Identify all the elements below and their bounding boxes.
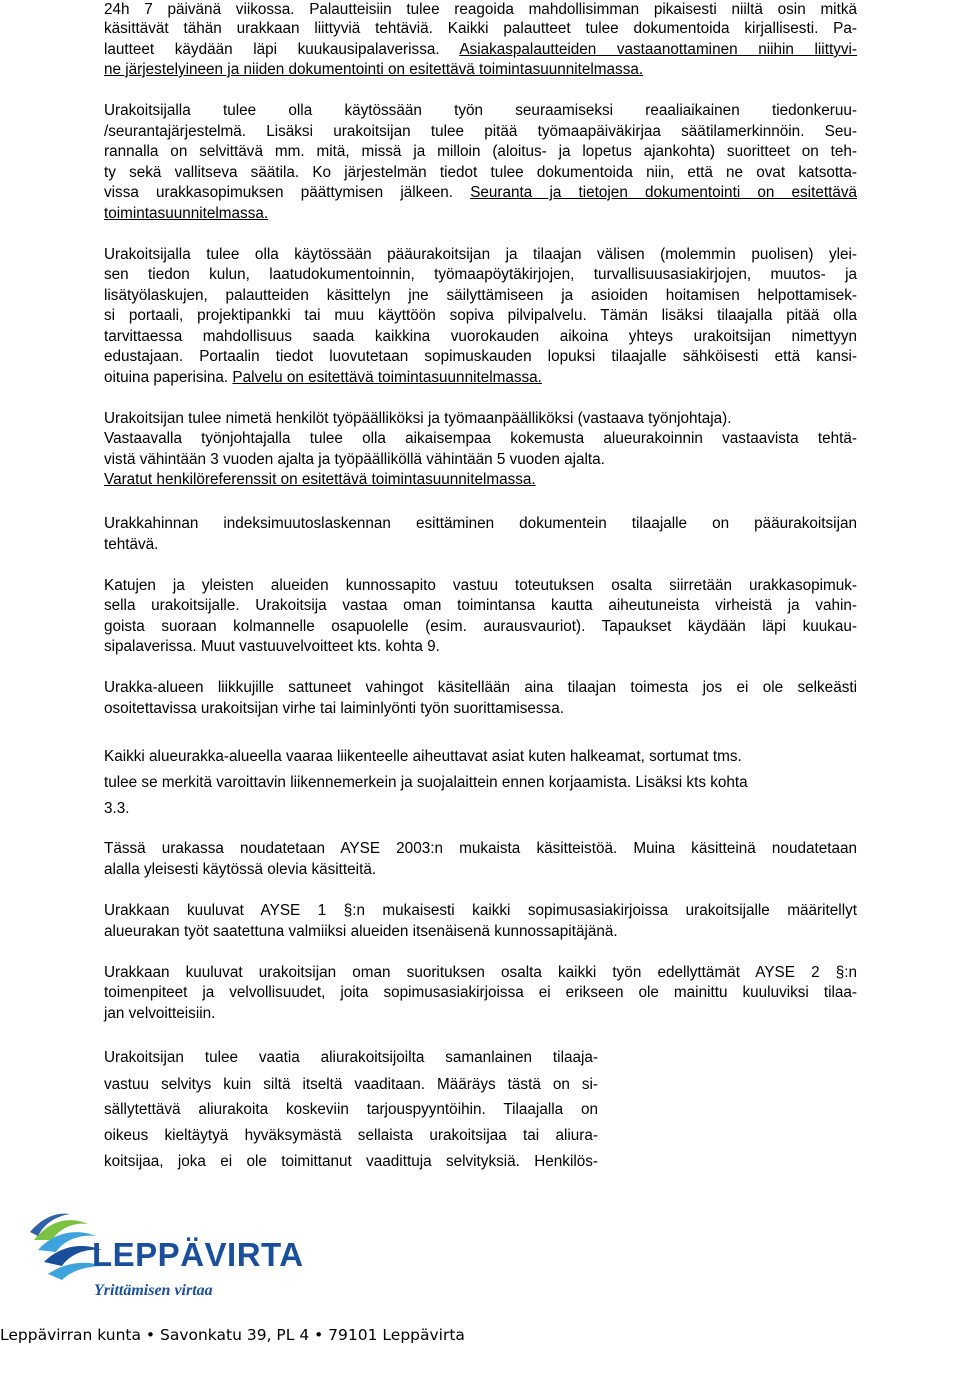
text-segment: jan velvoitteisiin.: [104, 1005, 216, 1022]
body-line: [104, 368, 542, 388]
body-line: [104, 773, 748, 793]
body-line: [104, 429, 857, 449]
text-segment: goista suoraan kolmannelle osapuolelle (esim. aurausvauriot). Tapaukset käydään läpi kuukau-: [104, 618, 857, 635]
underlined-text: ne järjestelyineen ja niiden dokumentointi on esitettävä toimintasuunnitelmassa.: [104, 61, 644, 78]
text-segment: vissa urakkasopimuksen päättymisen jälkeen.: [104, 184, 471, 201]
text-segment: sipalaverissa. Muut vastuuvelvoitteet kts. kohta 9.: [104, 638, 440, 655]
underlined-text: Seuranta ja tietojen dokumentointi on esitettävä: [470, 184, 858, 201]
text-segment: vistä vähintään 3 vuoden ajalta ja työpäälliköllä vähintään 5 vuoden ajalta.: [104, 451, 605, 468]
body-line: [104, 514, 857, 534]
body-line: [104, 470, 536, 490]
text-segment: tarvittaessa mahdollisuus saada kaikkina vuorokauden aikoina yhteys urakoitsijan nimettyyn: [104, 328, 857, 345]
text-segment: lisätyölaskujen, palautteiden käsittelyn jne säilyttämiseen ja asioiden hoitamisen helpottamisek-: [104, 287, 857, 304]
body-line: [104, 450, 605, 470]
text-segment: tehtävä.: [104, 536, 159, 553]
body-line: [104, 1048, 598, 1068]
body-line: [104, 576, 857, 596]
text-segment: alueurakan työt saatettuna valmiiksi alueiden itsenäisenä kunnossapitäjänä.: [104, 923, 618, 940]
text-segment: ty sekä vallitseva säätila. Ko järjestelmän tiedot tulee dokumentoida niin, että ne ovat katsotta-: [104, 164, 857, 181]
body-line: [104, 101, 857, 121]
body-line: [104, 204, 268, 224]
body-line: [104, 286, 857, 306]
text-segment: Urakkahinnan indeksimuutoslaskennan esittäminen dokumentein tilaajalle on pääurakoitsijan: [104, 515, 857, 532]
body-line: [104, 1126, 598, 1146]
text-segment: Kaikki alueurakka-alueella vaaraa liikenteelle aiheuttavat asiat kuten halkeamat, sortumat tms.: [104, 748, 742, 765]
text-segment: Urakkaan kuuluvat urakoitsijan oman suorituksen osalta kaikki työn edellyttämät AYSE 2 §:n: [104, 964, 857, 981]
text-segment: Urakka-alueen liikkujille sattuneet vahingot käsitellään aina tilaajan toimesta jos ei ole selkeästi: [104, 679, 857, 696]
text-segment: Urakoitsijalla tulee olla käytössään pääurakoitsijan ja tilaajan välisen (molemmin puolisen) ylei-: [104, 246, 857, 263]
body-line: [104, 40, 857, 60]
body-line: [104, 409, 732, 429]
text-segment: si portaali, projektipankki tai muu käyttöön sopiva pilvipalvelu. Tämän lisäksi tilaajalla pitää olla: [104, 307, 857, 324]
text-segment: koitsijaa, joka ei ole toimittanut vaadittuja selvityksiä. Henkilös-: [104, 1153, 598, 1170]
body-line: [104, 1075, 598, 1095]
body-line: [104, 347, 857, 367]
body-line: [104, 1004, 215, 1024]
body-line: [104, 0, 857, 20]
text-segment: Vastaavalla työnjohtajalla tulee olla aikaisempaa kokemusta alueurakoinnin vastaavista tehtä-: [104, 430, 857, 447]
body-line: [104, 265, 857, 285]
body-line: [104, 963, 857, 983]
text-segment: sella urakoitsijalle. Urakoitsija vastaa oman toimintansa kautta aiheutuneista virheistä ja vahin-: [104, 597, 857, 614]
text-segment: edustajaan. Portaalin tiedot luovutetaan sopimuskauden lopuksi tilaajalle sähköisesti että kansi-: [104, 348, 857, 365]
body-line: [104, 306, 857, 326]
body-line: [104, 678, 857, 698]
body-line: [104, 699, 564, 719]
text-segment: 3.3.: [104, 800, 130, 817]
text-segment: Urakoitsijalla tulee olla käytössään työn seuraamiseksi reaaliaikainen tiedonkeruu-: [104, 102, 857, 119]
text-segment: alalla yleisesti käytössä olevia käsitteitä.: [104, 861, 377, 878]
body-line: [104, 163, 857, 183]
body-line: [104, 799, 130, 819]
text-segment: vastuu selvitys kuin siltä itseltä vaaditaan. Määräys tästä on si-: [104, 1076, 598, 1093]
text-segment: oituina paperisina.: [104, 369, 233, 386]
body-line: [104, 19, 857, 39]
body-line: [104, 535, 158, 555]
body-line: [104, 183, 857, 203]
text-segment: käsittävät tähän urakkaan liittyviä tehtäviä. Kaikki palautteet tulee dokumentoida kirjallisesti. Pa-: [104, 20, 857, 37]
body-line: [104, 122, 857, 142]
text-segment: osoitettavissa urakoitsijan virhe tai laiminlyönti työn suorittamisessa.: [104, 700, 564, 717]
body-line: [104, 637, 440, 657]
logo-name: LEPPÄVIRTA: [92, 1236, 304, 1273]
underlined-text: Palvelu on esitettävä toimintasuunnitelmassa.: [232, 369, 542, 386]
text-segment: rannalla on selvittävä mm. mitä, missä ja milloin (aloitus- ja lopetus ajankohta) suoritteet on teh-: [104, 143, 857, 160]
body-line: [104, 327, 857, 347]
body-line: [104, 747, 742, 767]
body-line: [104, 617, 857, 637]
body-line: [104, 245, 857, 265]
body-line: [104, 901, 857, 921]
text-segment: lautteet käydään läpi kuukausipalaverissa.: [104, 41, 460, 58]
text-segment: Urakoitsijan tulee vaatia aliurakoitsijoilta samanlainen tilaaja-: [104, 1049, 598, 1066]
text-segment: Katujen ja yleisten alueiden kunnossapito vastuu toteutuksen osalta siirretään urakkasopimuk-: [104, 577, 857, 594]
text-segment: sen tiedon kulun, laatudokumentoinnin, työmaapöytäkirjojen, turvallisuusasiakirjojen, muutos- ja: [104, 266, 857, 283]
body-line: [104, 596, 857, 616]
text-segment: oikeus kieltäytyä hyväksymästä sellaista urakoitsijaa tai aliura-: [104, 1127, 598, 1144]
footer-address: Leppävirran kunta • Savonkatu 39, PL 4 • 79101 Leppävirta: [0, 1326, 465, 1344]
logo-tagline: Yrittämisen virtaa: [94, 1282, 213, 1299]
body-line: [104, 922, 618, 942]
body-line: [104, 860, 376, 880]
body-line: [104, 1100, 598, 1120]
text-segment: toimenpiteet ja velvollisuudet, joita sopimusasiakirjoissa ei erikseen ole mainittu kuuluviksi tilaa-: [104, 984, 857, 1001]
text-segment: /seurantajärjestelmä. Lisäksi urakoitsijan tulee pitää työmaapäiväkirjaa säätilamerkinnöin. Seu-: [104, 123, 857, 140]
leppavirta-logo: [30, 1210, 304, 1314]
underlined-text: Asiakaspalautteiden vastaanottaminen niihin liittyvi-: [459, 41, 857, 58]
text-segment: Urakoitsijan tulee nimetä henkilöt työpäälliköksi ja työmaanpäälliköksi (vastaava työnjohtaja).: [104, 410, 732, 427]
body-line: [104, 839, 857, 859]
underlined-text: Varatut henkilöreferenssit on esitettävä toimintasuunnitelmassa.: [104, 471, 536, 488]
body-line: [104, 142, 857, 162]
text-segment: sällytettävä aliurakoita koskeviin tarjouspyyntöihin. Tilaajalla on: [104, 1101, 598, 1118]
text-segment: Tässä urakassa noudatetaan AYSE 2003:n mukaista käsitteistöä. Muina käsitteinä noudatetaan: [104, 840, 857, 857]
body-line: [104, 1152, 598, 1172]
body-line: [104, 60, 643, 80]
text-segment: Urakkaan kuuluvat AYSE 1 §:n mukaisesti kaikki sopimusasiakirjoissa urakoitsijalle määritellyt: [104, 902, 857, 919]
text-segment: tulee se merkitä varoittavin liikennemerkein ja suojalaittein ennen korjaamista. Lisäksi kts kohta: [104, 774, 748, 791]
text-segment: 24h 7 päivänä viikossa. Palautteisiin tulee reagoida mahdollisimman pikaisesti niiltä osin mitkä: [104, 1, 857, 18]
underlined-text: toimintasuunnitelmassa.: [104, 205, 269, 222]
body-line: [104, 983, 857, 1003]
